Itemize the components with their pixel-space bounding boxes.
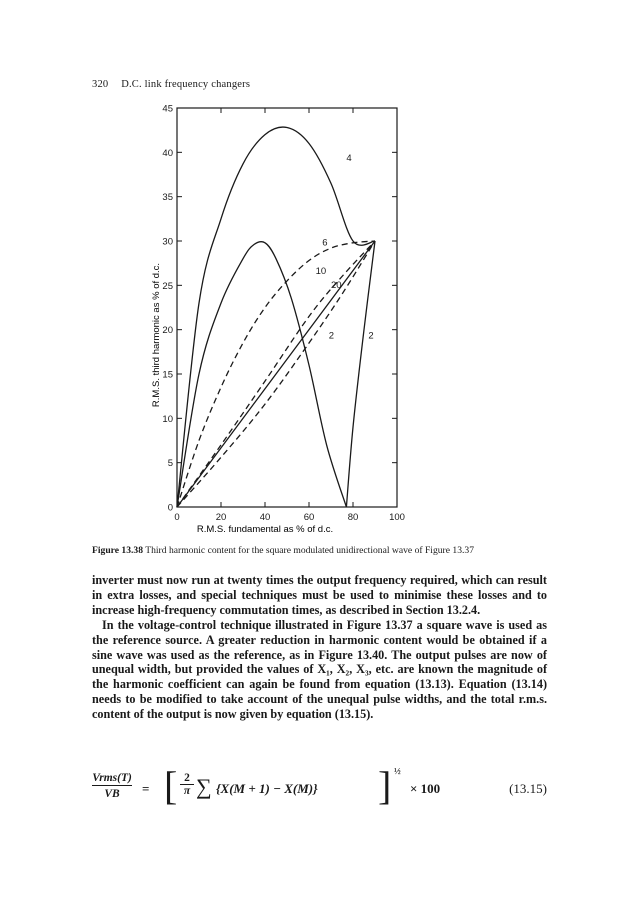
- series-line-0: [177, 127, 375, 507]
- y-tick-label: 10: [162, 413, 173, 425]
- y-tick-label: 25: [162, 280, 173, 292]
- equals-sign: =: [142, 781, 150, 796]
- x-tick-label: 60: [303, 512, 315, 523]
- caption-label: Figure 13.38: [92, 545, 143, 556]
- running-title: D.C. link frequency changers: [121, 79, 251, 90]
- series-label-1: 2: [328, 330, 335, 342]
- fraction-denominator: π: [183, 785, 191, 797]
- y-axis-label: R.M.S. third harmonic as % of d.c.: [151, 262, 162, 408]
- right-bracket: ]: [378, 763, 392, 808]
- series-label-2: 2: [368, 330, 374, 342]
- y-tick-label: 40: [162, 147, 173, 159]
- chart-frame: [177, 108, 397, 507]
- x-tick-label: 20: [215, 512, 227, 523]
- page-number: 320: [92, 79, 109, 90]
- y-tick-label: 15: [162, 369, 173, 381]
- paragraph-1: inverter must now run at twenty times the output frequency required, which can result in extra losses, and special techniques must be used to minimise these losses and to increase high-frequency commutation times, as described in Section 13.2.4.: [92, 573, 547, 617]
- equation-number: (13.15): [509, 781, 547, 796]
- y-tick-label: 20: [162, 325, 173, 337]
- equation-times: × 100: [410, 781, 441, 796]
- x-axis-label: R.M.S. fundamental as % of d.c.: [196, 524, 334, 535]
- equation-lhs-numerator: Vrms(T): [92, 772, 132, 784]
- y-tick-label: 30: [162, 236, 173, 248]
- y-tick-label: 0: [167, 502, 173, 514]
- paragraph-2: In the voltage-control technique illustrated in Figure 13.37 a square wave is used as the reference source. A greater reduction in harmonic content would be obtained if a sine wave was used as the reference, as in Figure 13.40. The output pulses are now of unequal width, but provided the values of X₁, X₂, X₃, etc. are known the magnitude of the harmonic coefficient can again be found from equation (13.13). Equation (13.14) needs to be modified to take account of the unequal pulse widths, and the total r.m.s. content of the output is now given by equation (13.15).: [92, 617, 547, 722]
- harmonic-chart: [150, 100, 420, 535]
- equation-exponent: ½: [394, 766, 401, 776]
- y-tick-label: 35: [162, 192, 173, 204]
- equation-body: {X(M + 1) − X(M)}: [216, 781, 318, 796]
- x-tick-label: 40: [259, 512, 271, 523]
- page-header: [92, 79, 250, 90]
- figure-caption: [92, 545, 552, 556]
- series-label-5: 10: [315, 265, 327, 277]
- fraction-numerator: 2: [180, 772, 194, 785]
- equation-13-15: [92, 763, 547, 818]
- series-label-0: 4: [346, 153, 352, 165]
- equation-lhs: [92, 772, 132, 800]
- caption-text: Third harmonic content for the square modulated unidirectional wave of Figure 13.37: [145, 545, 474, 556]
- y-tick-label: 45: [162, 103, 173, 115]
- series-label-6: 20: [331, 279, 342, 291]
- summation-symbol: ∑: [196, 774, 212, 799]
- y-tick-label: 5: [167, 458, 173, 470]
- plot-frame: [177, 108, 397, 507]
- equation-fraction: [180, 772, 194, 797]
- series-label-4: 6: [322, 237, 328, 249]
- x-tick-label: 100: [389, 512, 405, 523]
- body-text: [92, 573, 547, 722]
- series-line-3: [177, 241, 375, 507]
- equation-lhs-denominator: VB: [104, 788, 120, 800]
- x-tick-label: 80: [347, 512, 359, 523]
- x-tick-label: 0: [174, 512, 180, 523]
- left-bracket: [: [164, 763, 178, 808]
